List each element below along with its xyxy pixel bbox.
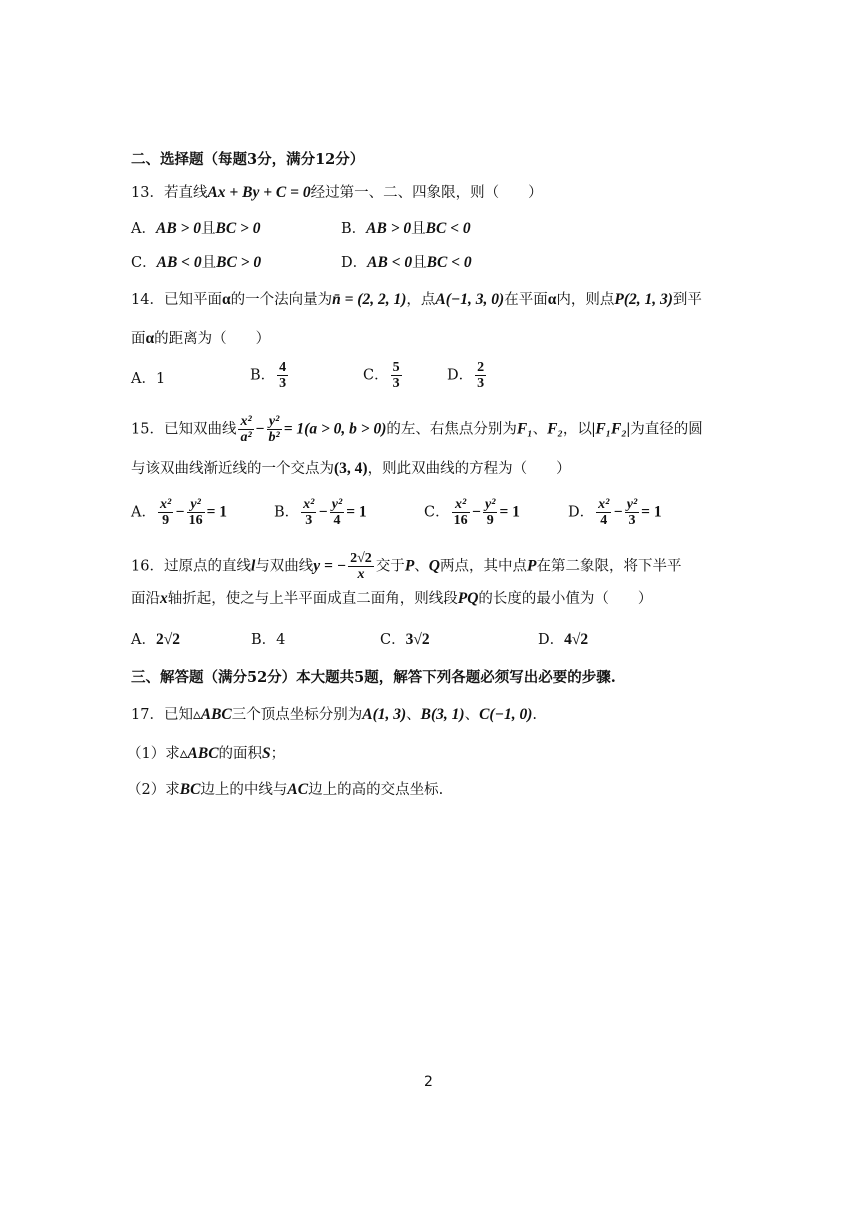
page-number: 2 [424, 1074, 433, 1090]
q13-option-c: C．AB < 0且BC > 0 [131, 254, 262, 271]
question-16-stem-line2: 面沿x轴折起，使之与上半平面成直二面角，则线段PQ的长度的最小值为（ ） [131, 590, 653, 607]
question-16-stem-line1: 16．过原点的直线l与双曲线y = − $\frac{2√2}{x}$ 交于P、Q两点，其中点P在第二象限，将下半平 [131, 551, 682, 582]
q13-suffix: 经过第一、二、四象限，则（ ） [310, 185, 543, 201]
question-14-stem-line2: 面α的距离为（ ） [131, 330, 271, 347]
q13-option-a: A．AB > 0且BC > 0 [131, 220, 261, 237]
question-13-stem [131, 183, 543, 203]
q13-expr: Ax + By + C = 0 [207, 184, 311, 201]
q16-option-b: B．4 [251, 632, 286, 648]
q14-option-a: A．1 [131, 371, 166, 387]
q15-option-c: C． $\frac{\text{x²}}{16}$ − $\frac{\text{y²}}{9}$ = 1 [424, 497, 520, 528]
q14-option-c: C． $\frac{5}{3}$ [363, 360, 400, 391]
section-title-answer: 三、解答题（满分52分）本大题共5题，解答下列各题必须写出必要的步骤. [131, 669, 616, 686]
question-17-sub-2: （2）求BC边上的中线与AC边上的高的交点坐标. [127, 781, 444, 798]
q13-prefix: 13．若直线 [131, 185, 208, 201]
question-17-sub-1: （1）求▵ABC的面积S； [127, 745, 286, 762]
q15-option-a: A． $\frac{\text{x²}}{9}$ − $\frac{\text{y²}}{16}$ = 1 [131, 497, 228, 528]
q16-option-a: A．2√2 [131, 631, 180, 648]
q15-option-d: D． $\frac{\text{x²}}{4}$ − $\frac{\text{y²}}{3}$ = 1 [568, 497, 662, 528]
question-15-stem-line2: 与该双曲线渐近线的一个交点为(3, 4)，则此双曲线的方程为（ ） [131, 460, 571, 477]
q13-option-d: D．AB < 0且BC < 0 [341, 254, 472, 271]
question-14-stem-line1: 14．已知平面α的一个法向量为n̄ = (2, 2, 1)，点A(−1, 3, 0)在平面α内，则点P(2, 1, 3)到平 [131, 291, 702, 308]
q13-option-b: B．AB > 0且BC < 0 [341, 220, 471, 237]
q14-option-d: D． $\frac{2}{3}$ [447, 360, 485, 391]
section-title-choice: 二、选择题（每题3分，满分12分） [131, 151, 365, 168]
question-17-stem: 17．已知▵ABC三个顶点坐标分别为A(1, 3)、B(3, 1)、C(−1, 0). [131, 706, 538, 723]
q15-option-b: B． $\frac{\text{x²}}{3}$ − $\frac{\text{y²}}{4}$ = 1 [274, 497, 367, 528]
q16-option-c: C．3√2 [380, 631, 430, 648]
q16-option-d: D．4√2 [538, 631, 589, 648]
question-15-stem-line1: 15．已知双曲线 $\frac{\text{x²}}{\text{a²}}$ − $\frac{\text{y²}}{\text{b²}}$ = 1(a > 0, b > 0)的左、右焦点分别为F₁、F₂，以|F₁F₂|为直径的圆 [131, 414, 703, 445]
q14-option-b: B． $\frac{4}{3}$ [250, 360, 287, 391]
